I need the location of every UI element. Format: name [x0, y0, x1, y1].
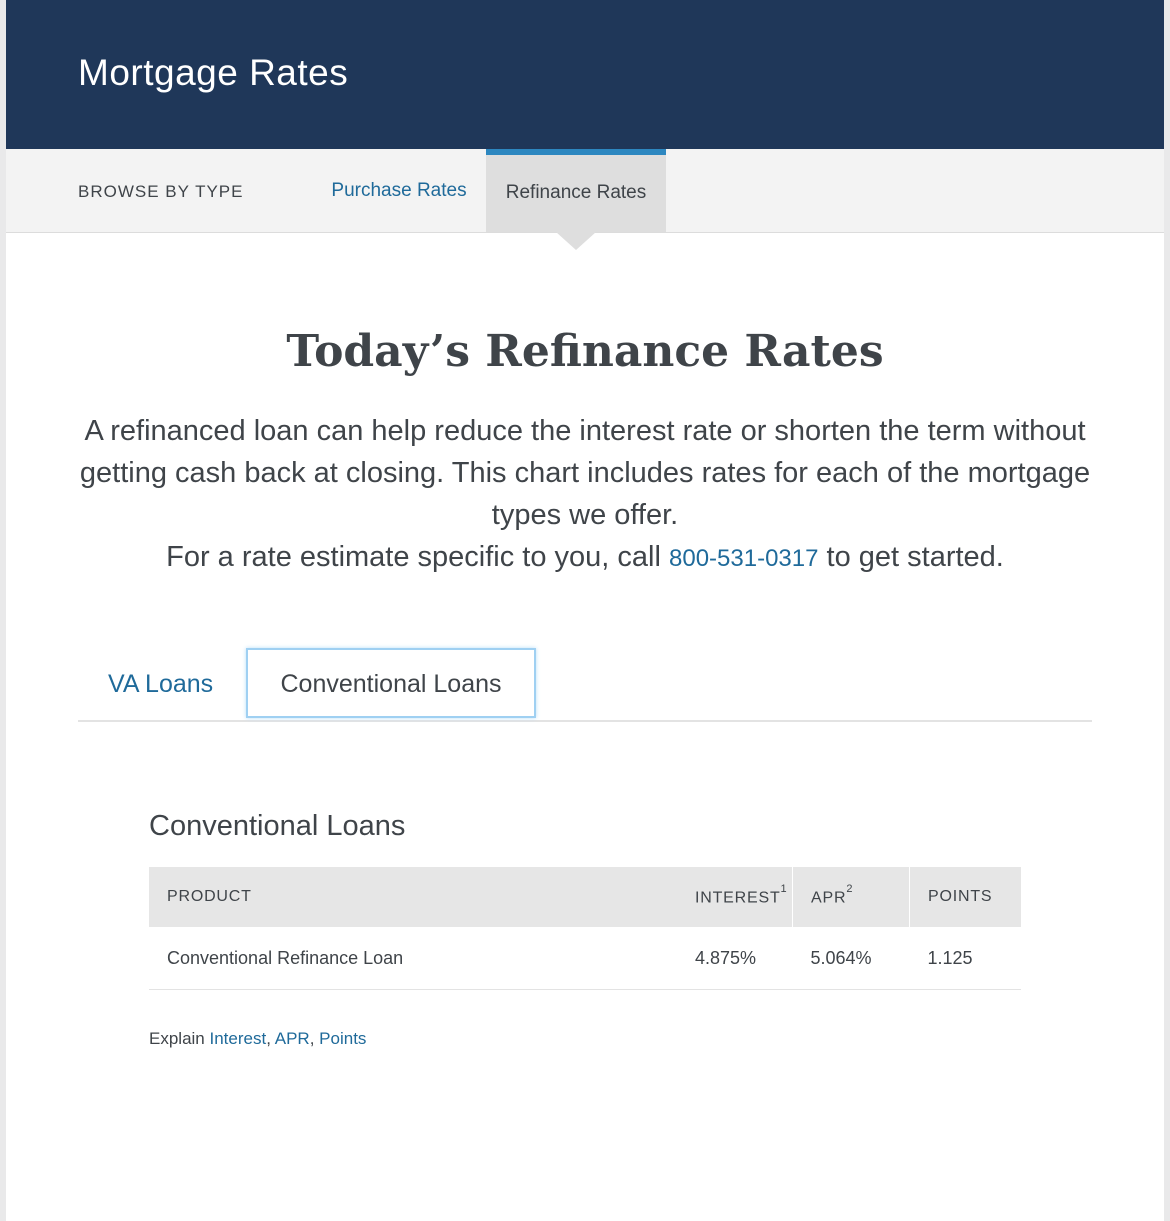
cell-product: Conventional Refinance Loan — [149, 927, 677, 990]
intro-text — [66, 410, 1104, 580]
tab-va-loans[interactable]: VA Loans — [108, 670, 214, 698]
tab-purchase-rates[interactable]: Purchase Rates — [331, 180, 467, 201]
apr-footnote: 2 — [846, 882, 854, 895]
active-tab-caret — [556, 232, 596, 250]
rates-table — [149, 867, 1021, 990]
intro-call-prefix: For a rate estimate specific to you, call — [166, 541, 661, 573]
explain-separator: , — [309, 1029, 315, 1048]
interest-footnote: 1 — [780, 882, 788, 895]
cell-apr: 5.064% — [793, 927, 910, 990]
header-title: Mortgage Rates — [78, 52, 349, 93]
phone-link[interactable]: 800-531-0317 — [669, 545, 819, 572]
explain-links — [149, 1029, 366, 1049]
browse-by-type-bar — [6, 149, 1164, 233]
column-header-interest: INTEREST$^1$ — [677, 867, 793, 927]
explain-points-link[interactable]: Points — [319, 1029, 367, 1048]
explain-prefix: Explain — [149, 1029, 205, 1048]
column-header-apr: APR$^2$ — [793, 867, 910, 927]
intro-call-suffix: to get started. — [826, 541, 1004, 573]
table-row — [149, 927, 1021, 990]
table-header-row — [149, 867, 1021, 927]
tab-conventional-loans[interactable]: Conventional Loans — [246, 648, 536, 718]
cell-interest: 4.875% — [677, 927, 793, 990]
cell-points: 1.125 — [910, 927, 1022, 990]
section-title: Conventional Loans — [149, 810, 406, 842]
loan-type-tabs — [78, 648, 1092, 722]
explain-separator: , — [266, 1029, 271, 1048]
browse-by-type-label: BROWSE BY TYPE — [78, 182, 244, 201]
page-title: Today’s Refinance Rates — [286, 326, 884, 377]
column-header-product: PRODUCT — [149, 867, 677, 927]
intro-description: A refinanced loan can help reduce the interest rate or shorten the term without getting cash back at closing. This chart includes rates for each of the mortgage types we offer. — [79, 415, 1091, 531]
explain-interest-link[interactable]: Interest — [209, 1029, 267, 1048]
tab-refinance-rates[interactable]: Refinance Rates — [486, 149, 666, 232]
intro-call-line — [66, 536, 1104, 580]
explain-apr-link[interactable]: APR — [274, 1029, 310, 1048]
page-header — [6, 0, 1164, 149]
column-header-points: POINTS — [910, 867, 1022, 927]
page-frame — [6, 0, 1164, 1221]
